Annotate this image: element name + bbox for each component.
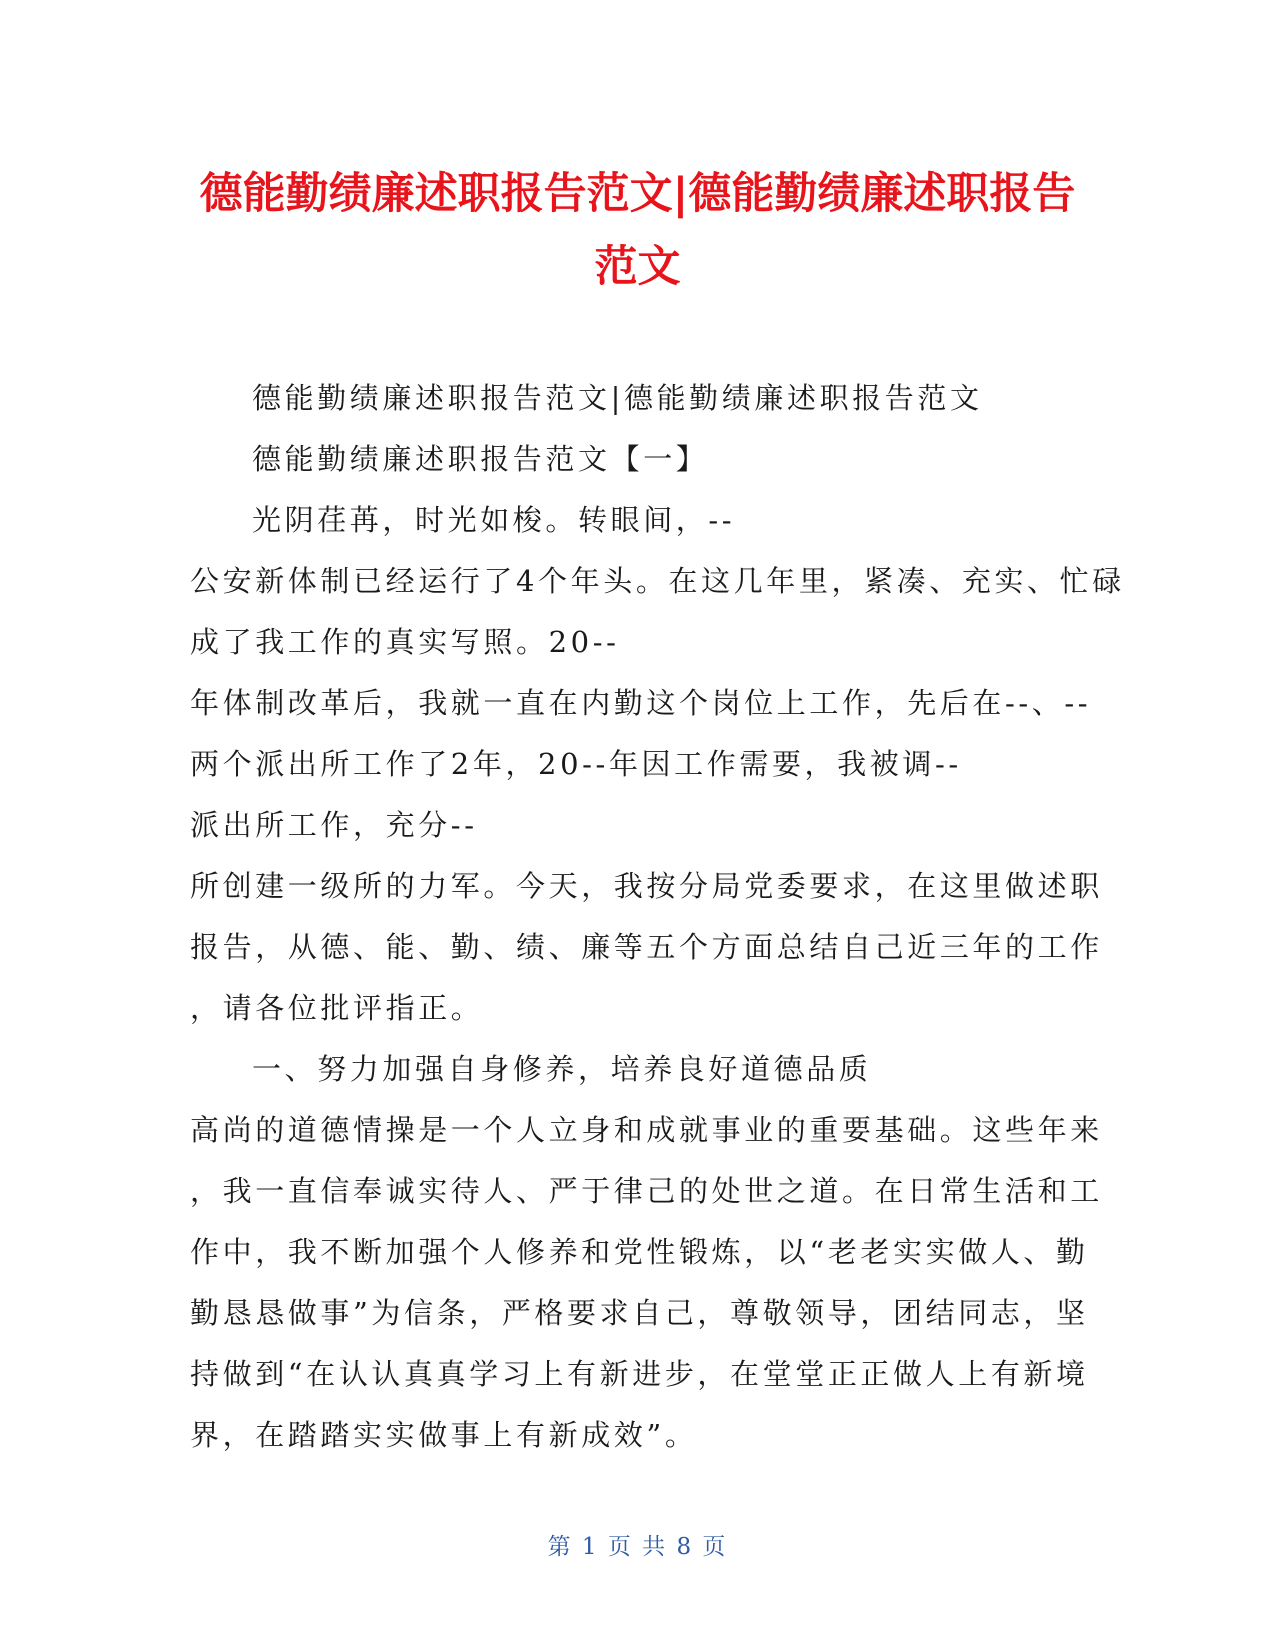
paragraph-line: 光阴荏苒，时光如梭。转眼间，-- [252, 503, 736, 537]
section-heading-virtue: 一、努力加强自身修养，培养良好道德品质 [252, 1052, 872, 1086]
subtitle-line: 德能勤绩廉述职报告范文|德能勤绩廉述职报告范文 [252, 381, 983, 415]
paragraph-line: 所创建一级所的力军。今天，我按分局党委要求，在这里做述职 [190, 869, 1103, 903]
paragraph-line: 成了我工作的真实写照。20-- [190, 625, 620, 659]
paragraph-line: 高尚的道德情操是一个人立身和成就事业的重要基础。这些年来 [190, 1113, 1103, 1147]
paragraph-line: 持做到“在认认真真学习上有新进步，在堂堂正正做人上有新境 [190, 1357, 1089, 1391]
page-number-indicator: 第 1 页 共 8 页 [547, 1534, 728, 1560]
paragraph-line: 年体制改革后，我就一直在内勤这个岗位上工作，先后在--、-- [190, 686, 1092, 720]
document-body [190, 368, 1125, 1466]
section-heading-1: 德能勤绩廉述职报告范文【一】 [252, 442, 709, 476]
document-title [170, 158, 1105, 304]
paragraph-line: ，请各位批评指正。 [190, 991, 484, 1025]
paragraph-line: 报告，从德、能、勤、绩、廉等五个方面总结自己近三年的工作 [190, 930, 1103, 964]
title-line-2: 范文 [594, 242, 681, 292]
paragraph-line: 两个派出所工作了2年，20--年因工作需要，我被调-- [190, 747, 962, 781]
paragraph-line: 界，在踏踏实实做事上有新成效”。 [190, 1418, 698, 1452]
paragraph-line: 派出所工作，充分-- [190, 808, 478, 842]
paragraph-line: 作中，我不断加强个人修养和党性锻炼，以“老老实实做人、勤 [190, 1235, 1089, 1269]
paragraph-line: ，我一直信奉诚实待人、严于律己的处世之道。在日常生活和工 [190, 1174, 1103, 1208]
paragraph-line: 勤恳恳做事”为信条，严格要求自己，尊敬领导，团结同志，坚 [190, 1296, 1089, 1330]
title-line-1: 德能勤绩廉述职报告范文|德能勤绩廉述职报告 [199, 169, 1076, 219]
page-footer [0, 1528, 1275, 1561]
paragraph-line: 公安新体制已经运行了4个年头。在这几年里，紧凑、充实、忙碌 [190, 564, 1125, 598]
